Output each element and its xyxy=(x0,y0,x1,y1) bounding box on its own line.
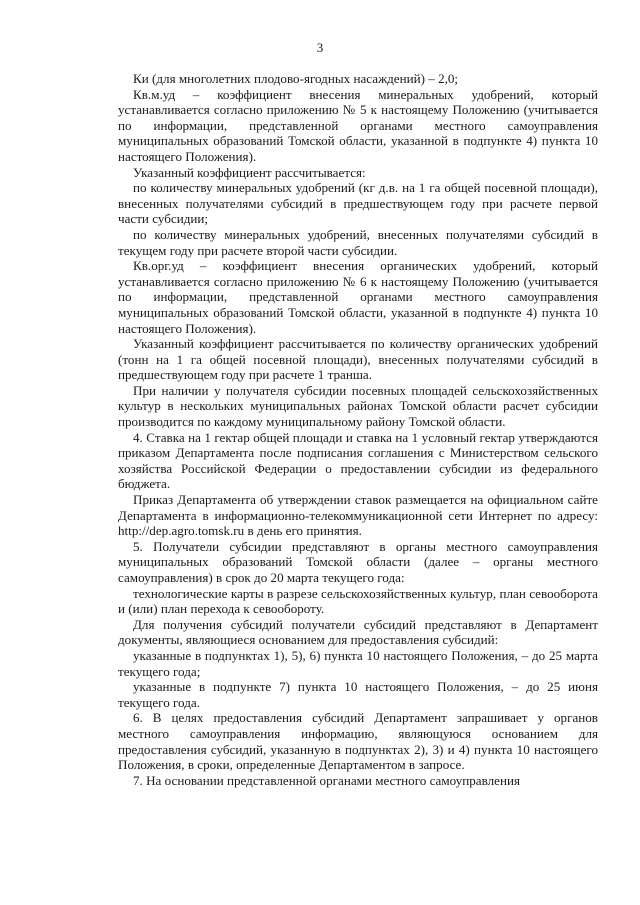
paragraph-item-5-recipients: 5. Получатели субсидии представляют в органы местного самоуправления муниципальных образований Томской области (далее – органы местного самоуправления) в срок до 20 марта текущего года: xyxy=(118,538,598,585)
paragraph-mineral-current-year: по количеству минеральных удобрений, внесенных получателями субсидий в текущем году при расчете второй части субсидии. xyxy=(118,226,598,258)
paragraph-organic-calculation: Указанный коэффициент рассчитывается по количеству органических удобрений (тонн на 1 га общей посевной площади), внесенных получателями субсидий в предшествующем году при расчете 1 транша. xyxy=(118,336,598,383)
paragraph-item-4-rates: 4. Ставка на 1 гектар общей площади и ставка на 1 условный гектар утверждаются приказом Департамента после подписания соглашения с Министерством сельского хозяйства Российской Федерации о предоставлении субсидии из федерального бюджета. xyxy=(118,429,598,492)
paragraph-coefficient-calculated: Указанный коэффициент рассчитывается: xyxy=(133,164,366,180)
paragraph-multiple-districts: При наличии у получателя субсидии посевных площадей сельскохозяйственных культур в нескольких муниципальных районах Томской области расчет субсидии производится по каждому муниципальному району Томской области. xyxy=(118,382,598,430)
paragraph-ki-coefficient: Ки (для многолетних плодово-ягодных насаждений) – 2,0; xyxy=(133,71,459,86)
paragraph-deadline-march: указанные в подпунктах 1), 5), 6) пункта 10 настоящего Положения, – до 25 марта текущего года; xyxy=(118,647,598,679)
paragraph-item-7-start: 7. На основании представленной органами местного самоуправления xyxy=(133,772,521,788)
paragraph-technology-maps: технологические карты в разрезе сельскохозяйственных культур, план севооборота и (или) план перехода к севообороту. xyxy=(118,585,598,617)
paragraph-order-publication: Приказ Департамента об утверждении ставок размещается на официальном сайте Департамента в информационно-телекоммуникационной сети Интернет по адресу: http://dep.agro.tomsk.ru в день его принятия. xyxy=(118,492,598,539)
paragraph-item-6-request: 6. В целях предоставления субсидий Департамент запрашивает у органов местного самоуправления информацию, являющуюся основанием для предоставления субсидий, указанную в подпунктах 2), 3) и 4) пункта 10 настоящего Положения, в сроки, определенные Департаментом в запросе. xyxy=(118,710,598,773)
paragraph-deadline-june: указанные в подпункте 7) пункта 10 настоящего Положения, – до 25 июня текущего года. xyxy=(118,679,598,710)
paragraph-organic-fertilizer-coefficient: Кв.орг.уд – коэффициент внесения органических удобрений, который устанавливается согласно приложению № 6 к настоящему Положению (учитывается по информации, представленной органами местного самоуправления муниципальных образований Томской области, указанной в подпункте 4) пункта 10 настоящего Положения). xyxy=(118,258,598,336)
paragraph-mineral-previous-year: по количеству минеральных удобрений (кг д.в. на 1 га общей посевной площади), внесенных получателями субсидий в предшествующем году при расчете первой части субсидии; xyxy=(118,180,598,227)
paragraph-documents-submission: Для получения субсидий получатели субсидий представляют в Департамент документы, являющиеся основанием для предоставления субсидий: xyxy=(118,616,598,648)
document-body xyxy=(118,71,598,788)
paragraph-mineral-fertilizer-coefficient: Кв.м.уд – коэффициент внесения минеральных удобрений, который устанавливается согласно приложению № 5 к настоящему Положению (учитывается по информации, представленной органами местного самоуправления муниципальных образований Томской области, указанной в подпункте 4) пункта 10 настоящего Положения). xyxy=(118,86,598,164)
page-number: 3 xyxy=(316,40,324,55)
